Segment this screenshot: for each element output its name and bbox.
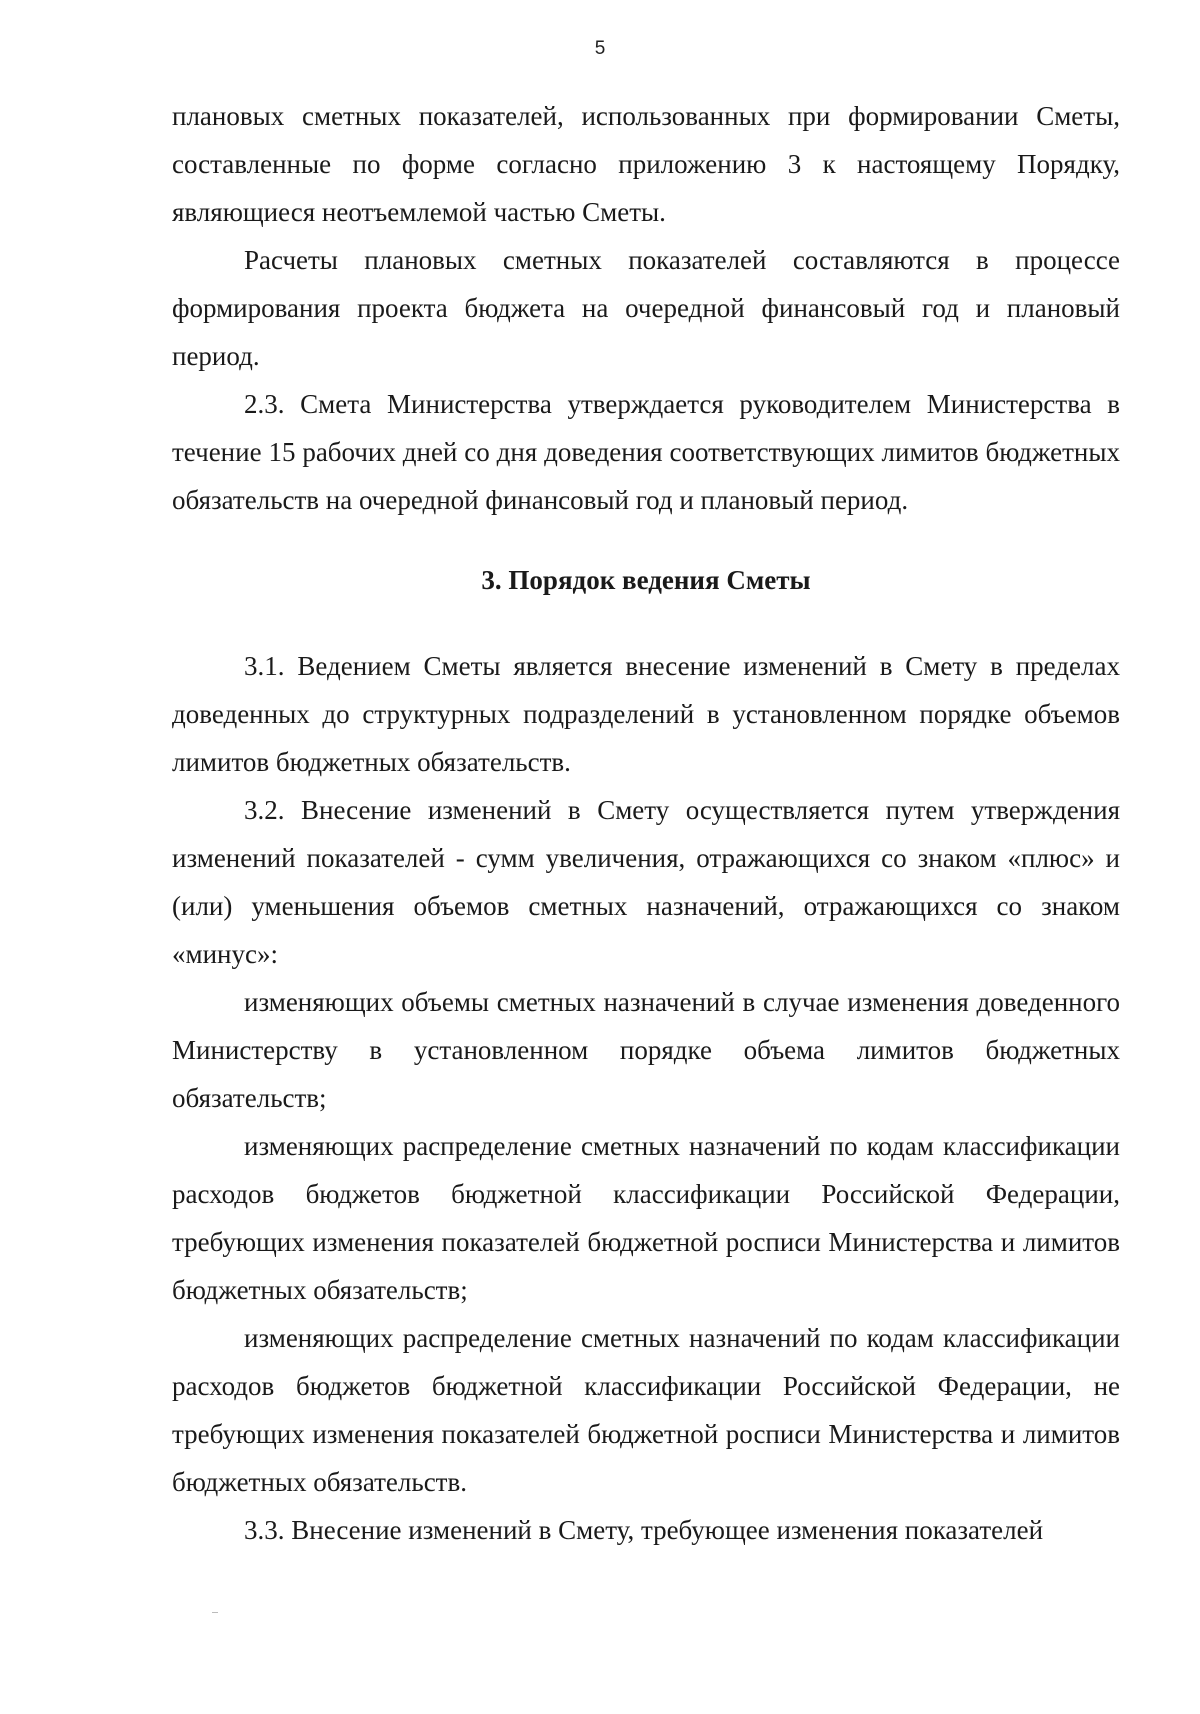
paragraph-continuation-calculations: плановых сметных показателей, использованных при формировании Сметы, составленные по форме согласно приложению 3 к настоящему Порядку, являющиеся неотъемлемой частью Сметы.	[172, 101, 1120, 227]
scan-speck	[212, 1612, 218, 1613]
paragraph-3-1: 3.1. Ведением Сметы является внесение изменений в Смету в пределах доведенных до структурных подразделений в установленном порядке объемов лимитов бюджетных обязательств.	[172, 651, 1120, 777]
list-item-distribution-requiring-changes: изменяющих распределение сметных назначений по кодам классификации расходов бюджетов бюджетной классификации Российской Федерации, требующих изменения показателей бюджетной росписи Министерства и лимитов бюджетных обязательств;	[172, 1131, 1120, 1305]
page-number: 5	[594, 38, 606, 59]
list-item-distribution-not-requiring-changes: изменяющих распределение сметных назначений по кодам классификации расходов бюджетов бюджетной классификации Российской Федерации, не требующих изменения показателей бюджетной росписи Министерства и лимитов бюджетных обязательств.	[172, 1323, 1120, 1497]
paragraph-3-3: 3.3. Внесение изменений в Смету, требующее изменения показателей	[244, 1515, 1044, 1545]
paragraph-2-3: 2.3. Смета Министерства утверждается руководителем Министерства в течение 15 рабочих дней со дня доведения соответствующих лимитов бюджетных обязательств на очередной финансовый год и плановый период.	[172, 389, 1120, 515]
section-heading-3: 3. Порядок ведения Сметы	[481, 565, 811, 595]
paragraph-3-2: 3.2. Внесение изменений в Смету осуществляется путем утверждения изменений показателей - сумм увеличения, отражающихся со знаком «плюс» и (или) уменьшения объемов сметных назначений, отражающихся со знаком «минус»:	[172, 795, 1120, 969]
paragraph-calculations-process: Расчеты плановых сметных показателей составляются в процессе формирования проекта бюджета на очередной финансовый год и плановый период.	[172, 245, 1120, 371]
document-body	[172, 92, 1120, 1554]
list-item-volume-change: изменяющих объемы сметных назначений в случае изменения доведенного Министерству в установленном порядке объема лимитов бюджетных обязательств;	[172, 987, 1120, 1113]
